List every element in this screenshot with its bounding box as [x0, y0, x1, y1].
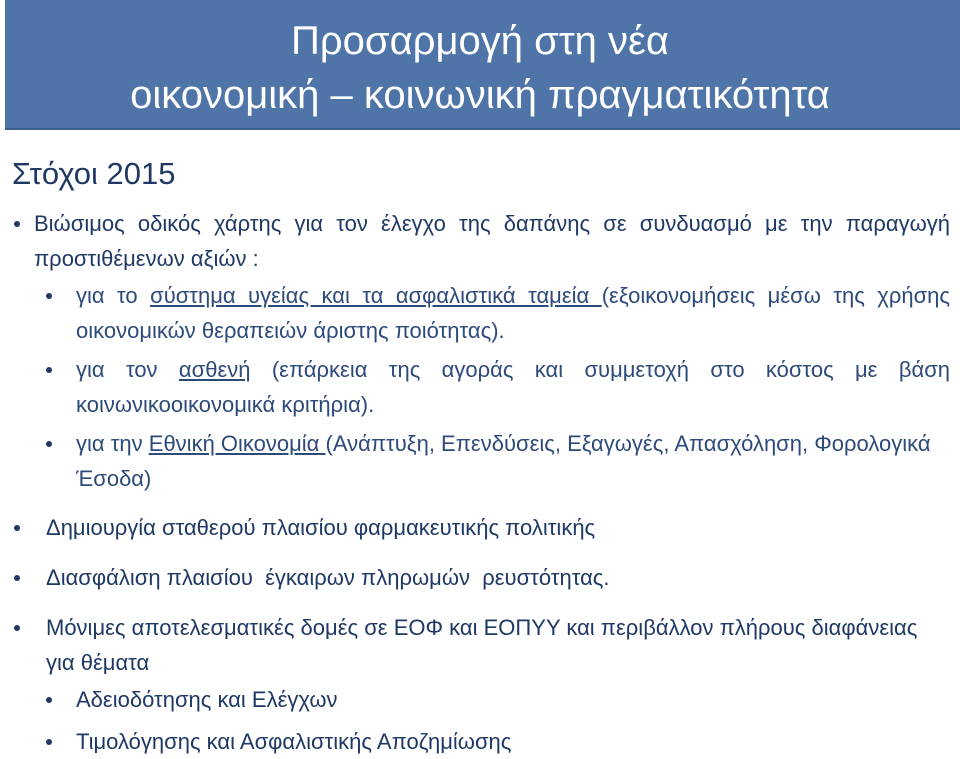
bullet-4-text: Μόνιμες αποτελεσματικές δομές σε ΕΟΦ και ΕΟΠΥΥ και περιβάλλον πλήρους διαφάνειας για θέματα — [46, 615, 918, 675]
sub-bullet-prefix: για το — [76, 283, 151, 308]
sub-bullet-marker — [46, 293, 52, 299]
sub-bullet-detail: (εξοικονομήσεις μέσω της χρήσης οικονομικών θεραπειών άριστης ποιότητας). — [76, 283, 951, 343]
bullet-marker — [14, 525, 20, 531]
bullet-marker — [14, 625, 20, 631]
sub-bullet-pricing: Τιμολόγησης και Ασφαλιστικής Αποζημίωσης — [76, 729, 512, 754]
bullet-3-text: Διασφάλιση πλαισίου έγκαιρων πληρωμών ρευστότητας. — [46, 565, 610, 590]
sub-bullet-detail: (επάρκεια της αγοράς και συμμετοχή στο κόστος με βάση κοινωνικοοικονομικά κριτήρια). — [76, 357, 951, 417]
bullet-marker — [14, 575, 20, 581]
sub-bullet-prefix: για την — [76, 431, 149, 456]
slide-title — [0, 14, 960, 122]
sub-bullet-marker — [46, 697, 52, 703]
bullet-1-text: Βιώσιμος οδικός χάρτης για τον έλεγχο της δαπάνης σε συνδυασμό με την παραγωγή προστιθέμενων αξιών : — [34, 211, 950, 271]
sub-bullet-prefix: για τον — [76, 357, 179, 382]
sub-bullet-marker — [46, 441, 52, 447]
patient-link: ασθενή — [178, 357, 251, 382]
sub-bullet-licensing: Αδειοδότησης και Ελέγχων — [76, 687, 338, 712]
sub-bullet-detail: (Ανάπτυξη, Επενδύσεις, Εξαγωγές, Απασχόληση, Φορολογικά Έσοδα) — [76, 431, 931, 491]
sub-bullet-patient — [76, 352, 950, 422]
economy-link: Εθνική Οικονομία — [148, 431, 326, 456]
sub-bullet-economy — [76, 426, 950, 496]
section-heading: Στόχοι 2015 — [12, 156, 176, 191]
sub-bullet-marker — [46, 367, 52, 373]
healthcare-link: σύστημα υγείας και τα ασφαλιστικά ταμεία — [150, 283, 602, 308]
bullet-2-text: Δημιουργία σταθερού πλαισίου φαρμακευτικής πολιτικής — [46, 515, 596, 540]
sub-bullet-marker — [46, 739, 52, 745]
title-line-1: Προσαρμογή στη νέα — [291, 19, 669, 63]
sub-bullet-healthcare — [76, 278, 950, 348]
title-line-2: οικονομική – κοινωνική πραγματικότητα — [130, 73, 830, 117]
bullet-marker — [14, 221, 20, 227]
